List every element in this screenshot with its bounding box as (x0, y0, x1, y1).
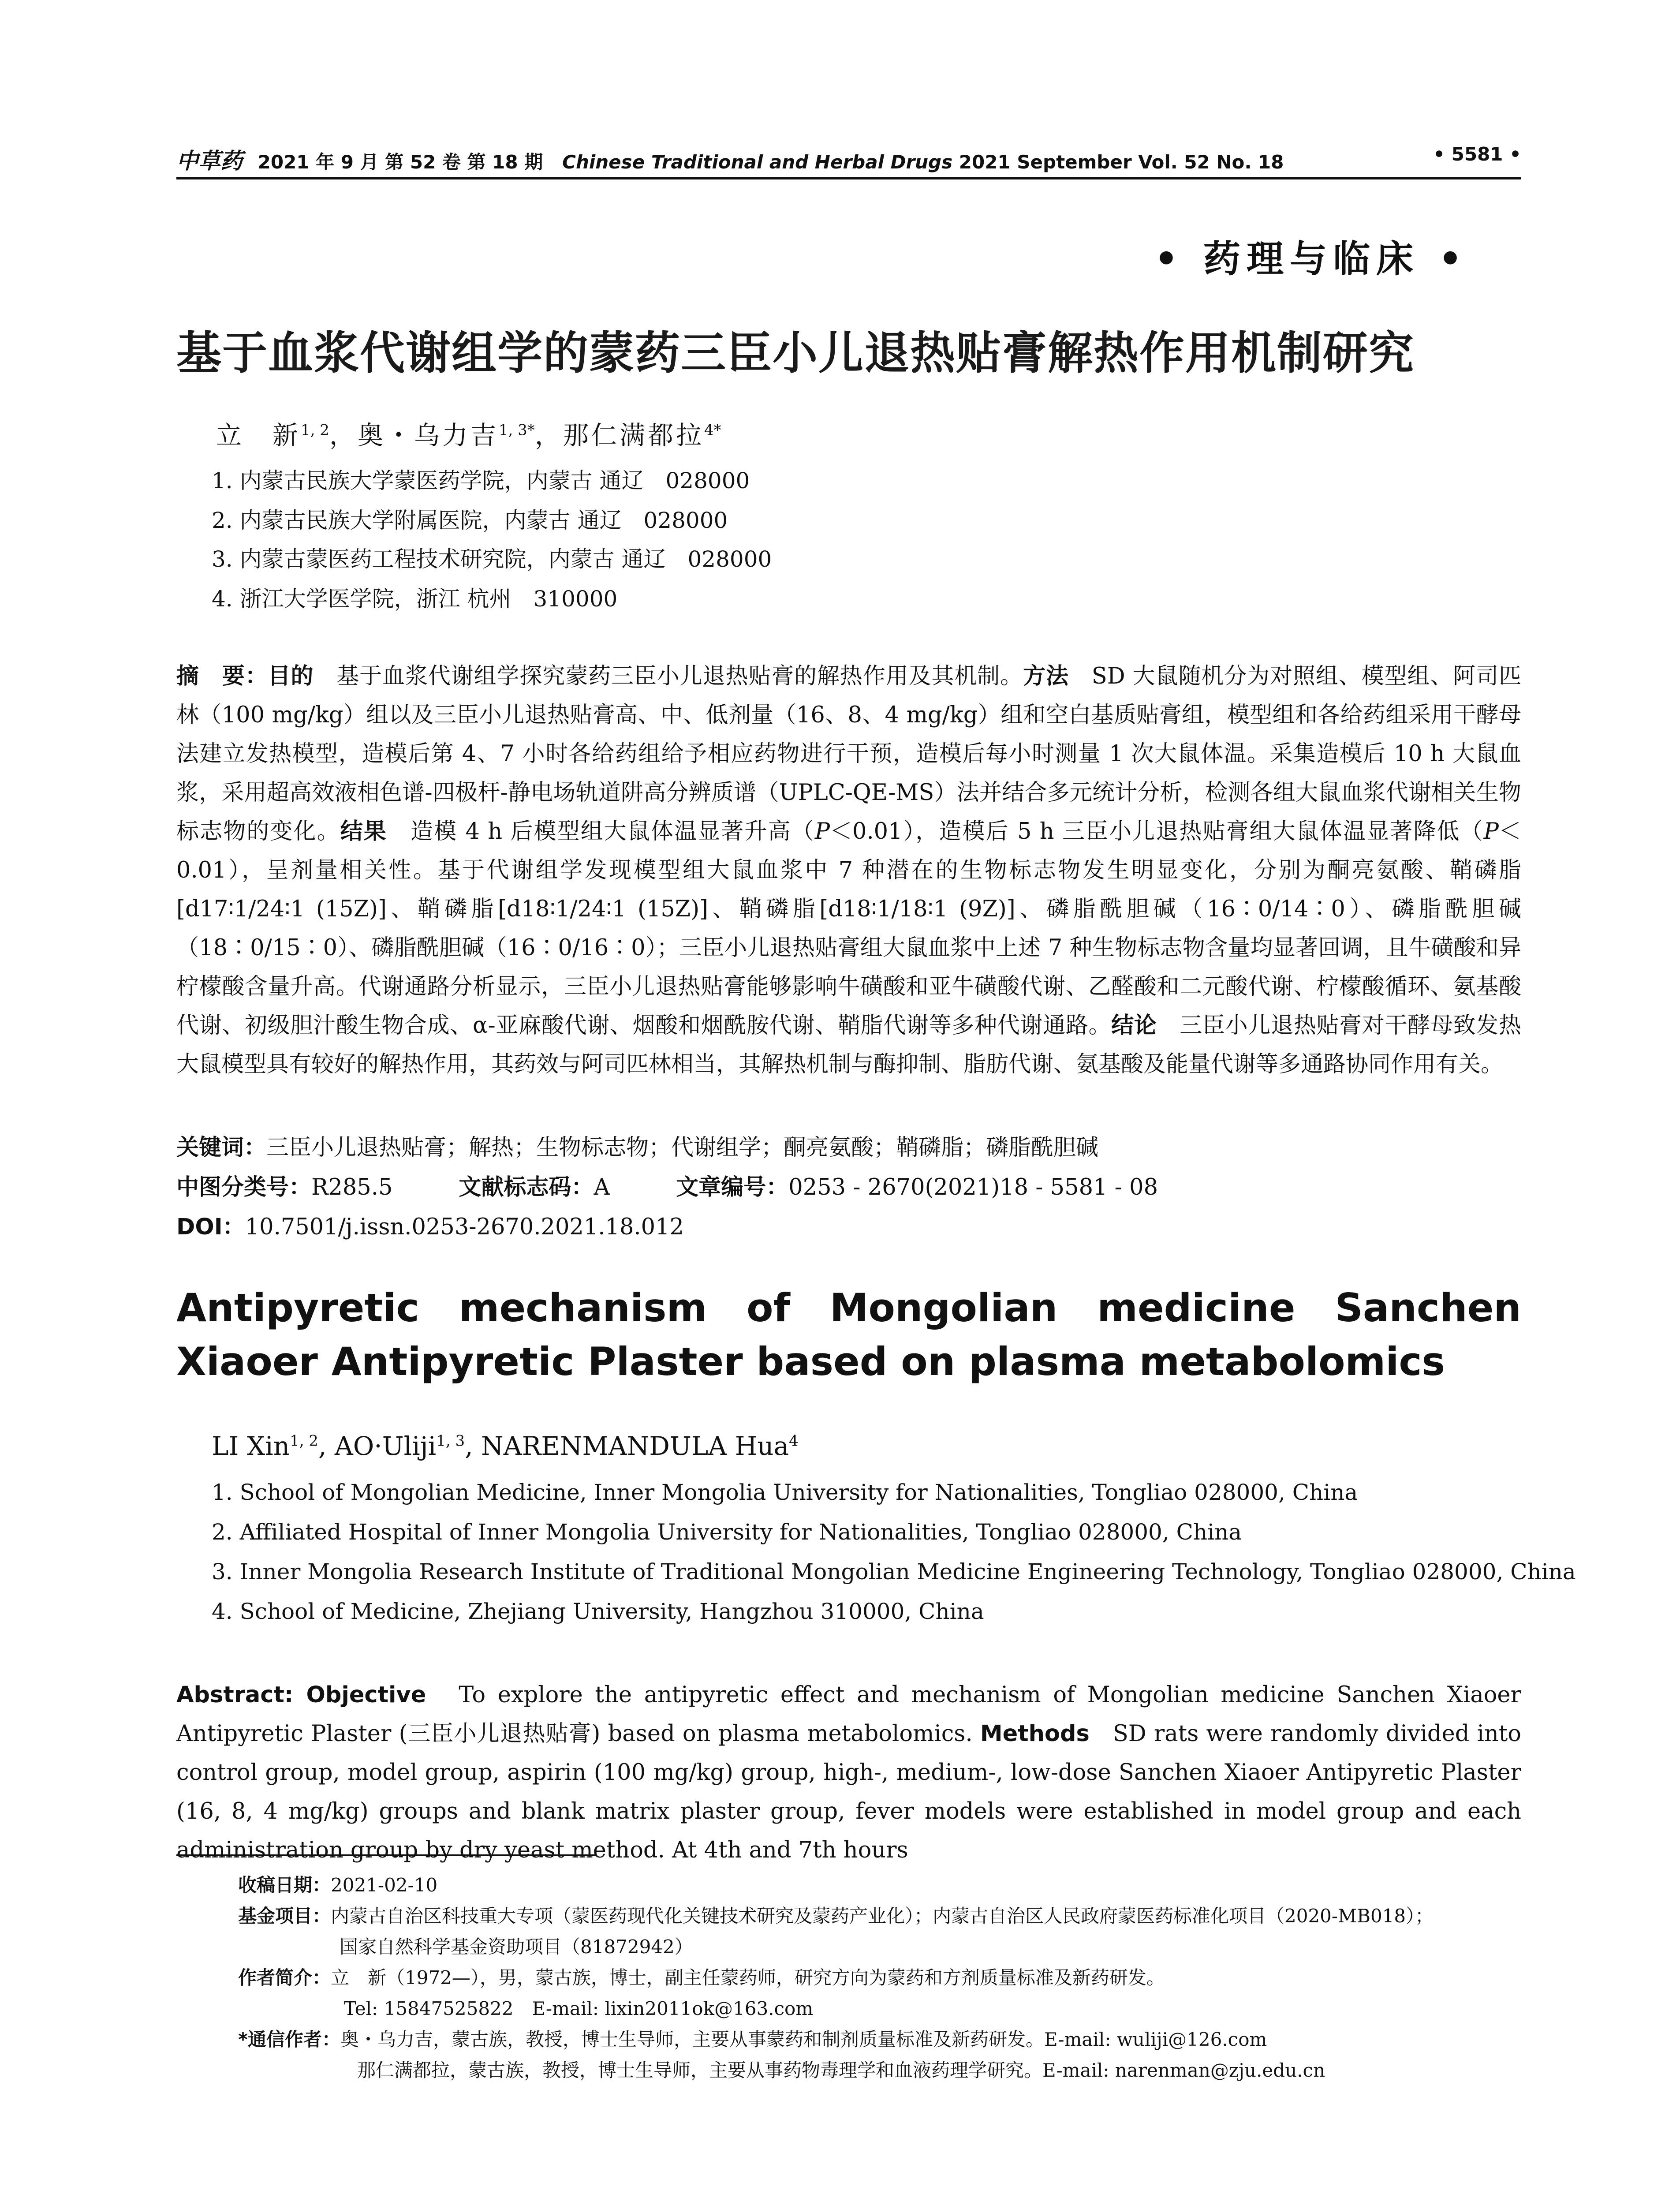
abstract-label: 摘 要： (176, 663, 268, 689)
journal-name-cn: 中草药 (176, 148, 243, 174)
affiliation-cn: 2. 内蒙古民族大学附属医院，内蒙古 通辽 028000 (212, 508, 728, 533)
objective-label: Objective (306, 1682, 426, 1708)
affiliation-cn: 3. 内蒙古蒙医药工程技术研究院，内蒙古 通辽 028000 (212, 546, 772, 572)
bio-contact: Tel: 15847525822 E-mail: lixin2011ok@163.com (344, 1998, 814, 2019)
author-affil-sup: 1, 2 (301, 421, 329, 439)
objective-label: 目的 (268, 663, 314, 689)
author-affil-sup: 1, 3* (498, 421, 535, 439)
page-number: • 5581 • (1433, 143, 1521, 165)
abstract-label: Abstract: (176, 1682, 306, 1708)
author-affil-sup: 4* (704, 421, 721, 439)
abstract-en (176, 1676, 1521, 1870)
article-no-label: 文章编号： (676, 1174, 789, 1200)
affiliation-en: 1. School of Mongolian Medicine, Inner Mongolia University for Nationalities, Tongliao 028000, China (212, 1480, 1358, 1505)
results-text: ＜0.01），呈剂量相关性。基于代谢组学发现模型组大鼠血浆中 7 种潜在的生物标志物发生明显变化，分别为酮亮氨酸、鞘磷脂[d17∶1/24∶1 (15Z)]、鞘磷脂[d18∶1/24∶1 (15Z)]、鞘磷脂[d18∶1/18∶1 (9Z)]、磷脂酰胆碱（16∶0/14∶0）、磷脂酰胆碱（18∶0/15∶0）、磷脂酰胆碱（16∶0/16∶0）；三臣小儿退热贴膏组大鼠血浆中上述 7 种生物标志物含量均显著回调，且牛磺酸和异柠檬酸含量升高。代谢通路分析显示，三臣小儿退热贴膏能够影响牛磺酸和亚牛磺酸代谢、乙醛酸和二元酸代谢、柠檬酸循环、氨基酸代谢、初级胆汁酸生物合成、α-亚麻酸代谢、烟酸和烟酰胺代谢、鞘脂代谢等多种代谢通路。 (176, 818, 1521, 1039)
doi (176, 1208, 684, 1241)
affiliation-en: 2. Affiliated Hospital of Inner Mongolia University for Nationalities, Tongliao 028000, China (212, 1519, 1242, 1545)
conclusion-label: 结论 (1111, 1013, 1157, 1039)
article-title-en: Antipyretic mechanism of Mongolian medicine Sanchen Xiaoer Antipyretic Plaster based on plasma metabolomics (176, 1285, 1521, 1384)
clc-value: R285.5 (311, 1174, 393, 1200)
footnote-corresponding (238, 2024, 1517, 2086)
methods-label: 方法 (1023, 663, 1069, 689)
footnote-rule (176, 1854, 595, 1856)
received-date: 2021-02-10 (331, 1874, 438, 1896)
fund-text: 内蒙古自治区科技重大专项（蒙医药现代化关键技术研究及蒙药产业化）；内蒙古自治区人民政府蒙医药标准化项目（2020-MB018）； (331, 1905, 1434, 1927)
doc-code-value: A (594, 1174, 610, 1200)
corr-text: 奥・乌力吉，蒙古族，教授，博士生导师，主要从事蒙药和制剂质量标准及新药研发。E-mail: wuliji@126.com (340, 2029, 1267, 2050)
article-title-cn: 基于血浆代谢组学的蒙药三臣小儿退热贴膏解热作用机制研究 (176, 327, 1415, 380)
results-text: 造模 4 h 后模型组大鼠体温显著升高（ (387, 818, 815, 845)
footnote-fund (238, 1901, 1517, 1962)
running-header (0, 143, 1521, 174)
bio-text: 立 新（1972—），男，蒙古族，博士，副主任蒙药师，研究方向为蒙药和方剂质量标准及新药研发。 (331, 1967, 1165, 1988)
issue-cn: 2021 年 9 月 第 52 卷 第 18 期 (258, 151, 543, 173)
doi-label: DOI： (176, 1214, 245, 1240)
p-symbol: P (1483, 818, 1499, 845)
classification-line (176, 1169, 1158, 1201)
methods-text: SD rats were randomly divided into control group, model group, aspirin (100 mg/kg) group, high-, medium-, low-dose Sanchen Xiaoer Antipyretic Plaster (16, 8, 4 mg/kg) groups and blank matrix plaster group, fever models were established in model group and each administration group by dry yeast method. At 4th and 7th hours (176, 1721, 1521, 1863)
author-affil-sup: 1, 3 (436, 1432, 465, 1450)
abstract-cn (176, 657, 1521, 1084)
results-label: 结果 (340, 818, 387, 845)
section-label: • 药理与临床 • (1154, 237, 1468, 280)
author-name: 立 新 (216, 420, 301, 450)
fund-label: 基金项目： (238, 1905, 331, 1927)
journal-name-en: Chinese Traditional and Herbal Drugs (562, 151, 953, 173)
clc-label: 中图分类号： (176, 1174, 312, 1200)
keywords (176, 1129, 1098, 1162)
affiliation-cn: 4. 浙江大学医学院，浙江 杭州 310000 (212, 586, 618, 612)
keywords-text: 三臣小儿退热贴膏；解热；生物标志物；代谢组学；酮亮氨酸；鞘磷脂；磷脂酰胆碱 (266, 1135, 1099, 1161)
article-no-value: 0253 - 2670(2021)18 - 5581 - 08 (788, 1174, 1158, 1200)
objective-text: 基于血浆代谢组学探究蒙药三臣小儿退热贴膏的解热作用及其机制。 (314, 663, 1023, 689)
corr-label: *通信作者： (238, 2029, 340, 2050)
fund-text: 国家自然科学基金资助项目（81872942） (340, 1936, 693, 1958)
results-text: ＜0.01），造模后 5 h 三臣小儿退热贴膏组大鼠体温显著降低（ (830, 818, 1484, 845)
author-name: , NARENMANDULA Hua (465, 1431, 789, 1461)
affiliation-en: 4. School of Medicine, Zhejiang University, Hangzhou 310000, China (212, 1599, 984, 1624)
affiliation-cn: 1. 内蒙古民族大学蒙医药学院，内蒙古 通辽 028000 (212, 468, 750, 493)
author-name: , AO·Uliji (318, 1431, 437, 1461)
author-name: ，奥・乌力吉 (329, 420, 499, 450)
author-affil-sup: 1, 2 (290, 1432, 318, 1450)
doc-code-label: 文献标志码： (459, 1174, 594, 1200)
methods-text: SD 大鼠随机分为对照组、模型组、阿司匹林（100 mg/kg）组以及三臣小儿退热贴膏高、中、低剂量（16、8、4 mg/kg）组和空白基质贴膏组，模型组和各给药组采用干酵母法建立发热模型，造模后第 4、7 小时各给药组给予相应药物进行干预，造模后每小时测量 1 次大鼠体温。采集造模后 10 h 大鼠血浆，采用超高效液相色谱-四极杆-静电场轨道阱高分辨质谱（UPLC-QE-MS）法并结合多元统计分析，检测各组大鼠血浆代谢相关生物标志物的变化。 (176, 663, 1521, 845)
keywords-label: 关键词： (176, 1135, 267, 1161)
conclusion-text: 三臣小儿退热贴膏对干酵母致发热大鼠模型具有较好的解热作用，其药效与阿司匹林相当，其解热机制与酶抑制、脂肪代谢、氨基酸及能量代谢等多通路协同作用有关。 (176, 1013, 1521, 1077)
author-name: ，那仁满都拉 (534, 420, 704, 450)
authors-en (212, 1431, 799, 1461)
methods-label: Methods (980, 1721, 1090, 1747)
author-affil-sup: 4 (789, 1432, 799, 1450)
bio-label: 作者简介： (238, 1967, 331, 1988)
issue-en: 2021 September Vol. 52 No. 18 (959, 151, 1284, 173)
objective-text: To explore the antipyretic effect and mechanism of Mongolian medicine Sanchen Xiaoer Antipyretic Plaster (三臣小儿退热贴膏) based on plasma metabolomics. (176, 1682, 1521, 1747)
corr-text: 那仁满都拉，蒙古族，教授，博士生导师，主要从事药物毒理学和血液药理学研究。E-mail: narenman@zju.edu.cn (357, 2059, 1325, 2081)
p-symbol: P (814, 818, 830, 845)
footnote-received (238, 1870, 437, 1901)
footnote-author-bio (238, 1962, 1517, 2024)
authors-cn (216, 415, 721, 452)
author-name: LI Xin (212, 1431, 290, 1461)
received-label: 收稿日期： (238, 1874, 331, 1896)
running-header-left (176, 143, 1284, 175)
header-rule (176, 177, 1521, 179)
doi-value[interactable]: 10.7501/j.issn.0253-2670.2021.18.012 (245, 1214, 684, 1240)
affiliation-en: 3. Inner Mongolia Research Institute of Traditional Mongolian Medicine Engineering Technology, Tongliao 028000, China (212, 1559, 1576, 1585)
